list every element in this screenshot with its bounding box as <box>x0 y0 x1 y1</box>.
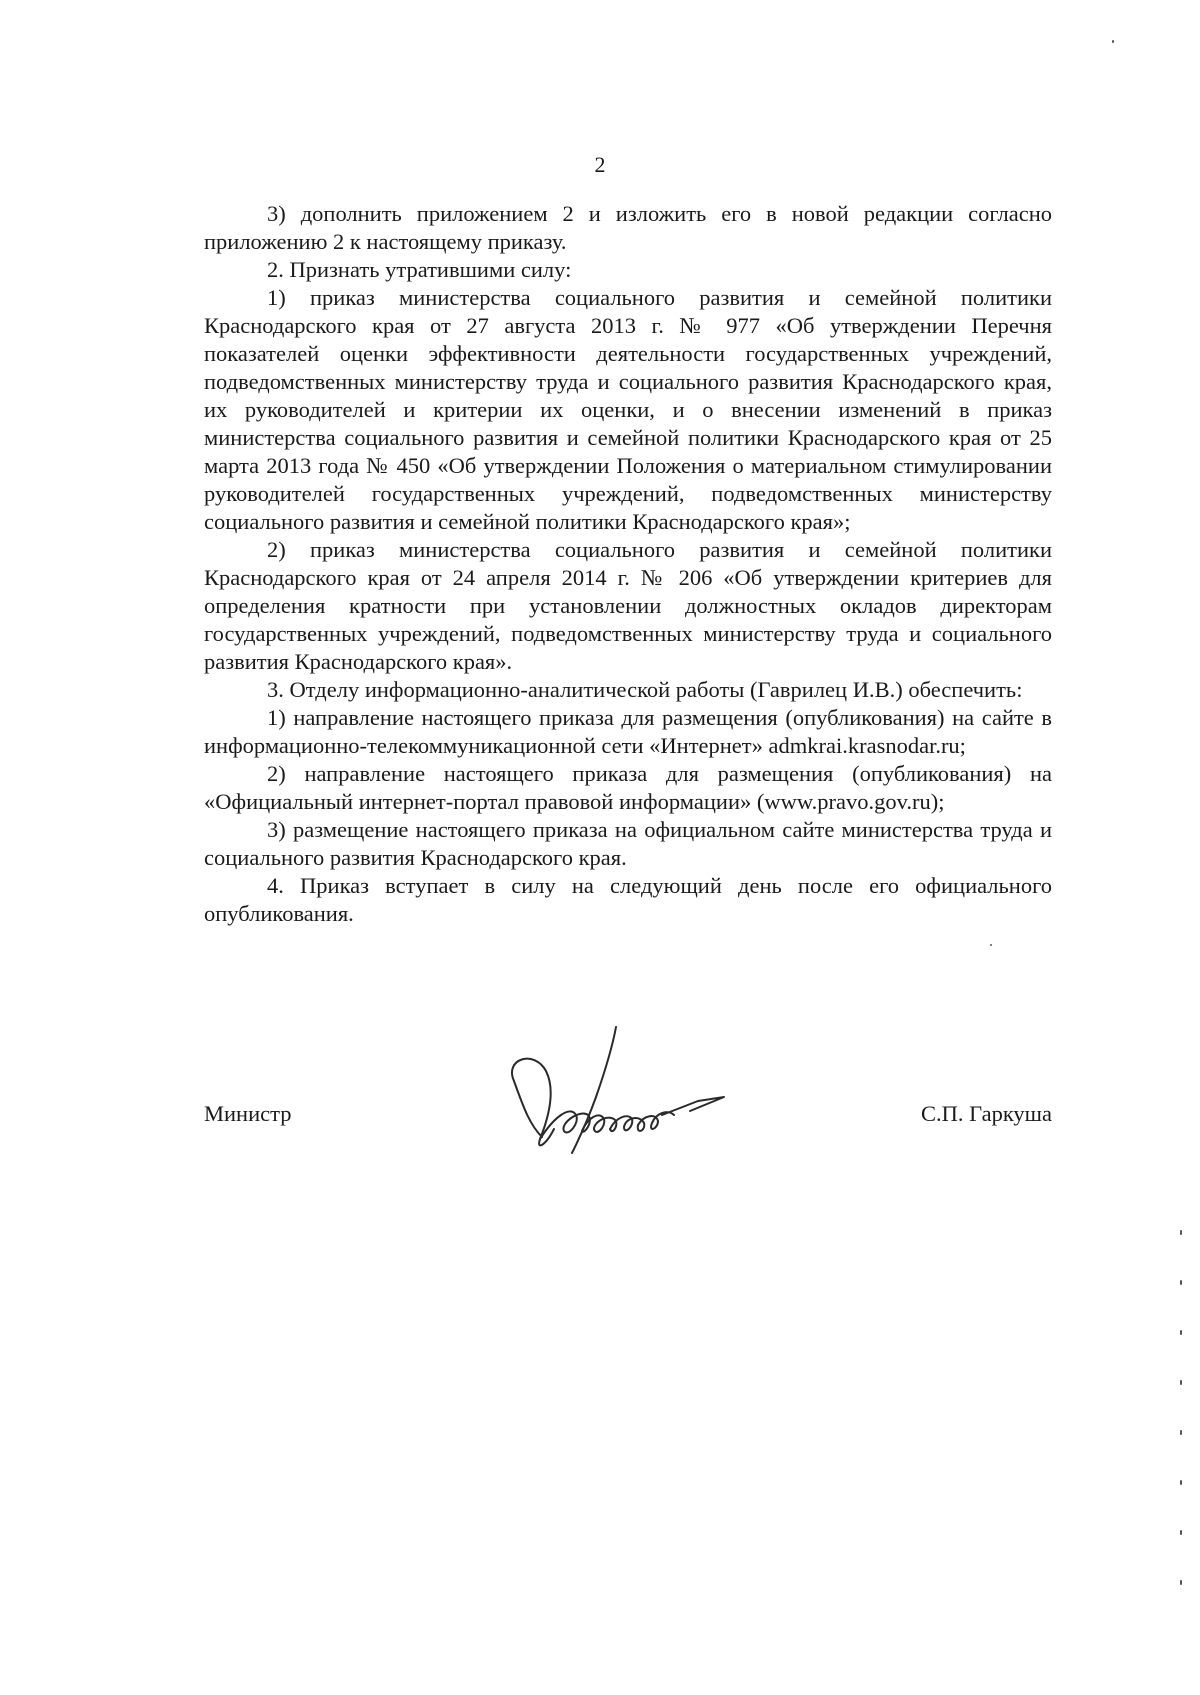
document-body <box>204 200 1052 928</box>
paragraph-repeal-item-1: 1) приказ министерства социального развития и семейной политики Краснодарского края от 27 августа 2013 г. № 977 «Об утверждении Перечня показателей оценки эффективности деятельности государственных учреждений, подведомственных министерству труда и социального развития Краснодарского края, их руководителей и критерии их оценки, и о внесении изменений в приказ министерства социального развития и семейной политики Краснодарского края от 25 марта 2013 года № 450 «Об утверждении Положения о материальном стимулировании руководителей государственных учреждений, подведомственных министерству социального развития и семейной политики Краснодарского края»; <box>204 285 1052 534</box>
scan-speck <box>1180 1580 1182 1585</box>
scan-speck <box>1180 1430 1182 1435</box>
page-number: 2 <box>594 152 606 177</box>
paragraph-department-item-2: 2) направление настоящего приказа для размещения (опубликования) на «Официальный интернет-портал правовой информации» (www.pravo.gov.ru); <box>204 761 1052 814</box>
handwritten-signature <box>484 1019 764 1169</box>
scan-speck <box>1180 1280 1182 1285</box>
paragraph-2-repeal: 2. Признать утратившими силу: <box>267 257 572 282</box>
paragraph-3-department: 3. Отделу информационно-аналитической работы (Гаврилец И.В.) обеспечить: <box>267 677 1023 702</box>
scan-speck <box>1180 1230 1182 1235</box>
signer-title: Министр <box>204 1101 292 1126</box>
signer-name: С.П. Гаркуша <box>921 1101 1052 1126</box>
paragraph-department-item-1: 1) направление настоящего приказа для размещения (опубликования) на сайте в информационно-телекоммуникационной сети «Интернет» admkrai.krasnodar.ru; <box>204 705 1052 758</box>
scan-speck <box>1180 1530 1182 1535</box>
signature-block <box>204 1085 1052 1245</box>
scan-speck <box>1180 1380 1182 1385</box>
paragraph-repeal-item-2: 2) приказ министерства социального развития и семейной политики Краснодарского края от 24 апреля 2014 г. № 206 «Об утверждении критериев для определения кратности при установлении должностных окладов директорам государственных учреждений, подведомственных министерству труда и социального развития Краснодарского края». <box>204 537 1052 674</box>
scan-speck <box>990 944 992 946</box>
paragraph-4-effective: 4. Приказ вступает в силу на следующий день после его официального опубликования. <box>204 873 1052 926</box>
scan-speck <box>1180 1330 1182 1335</box>
scan-speck <box>1180 1480 1182 1485</box>
paragraph-3-supplement: 3) дополнить приложением 2 и изложить его в новой редакции согласно приложению 2 к настоящему приказу. <box>204 201 1052 254</box>
paragraph-department-item-3: 3) размещение настоящего приказа на официальном сайте министерства труда и социального развития Краснодарского края. <box>204 817 1052 870</box>
scan-speck <box>1112 40 1114 43</box>
